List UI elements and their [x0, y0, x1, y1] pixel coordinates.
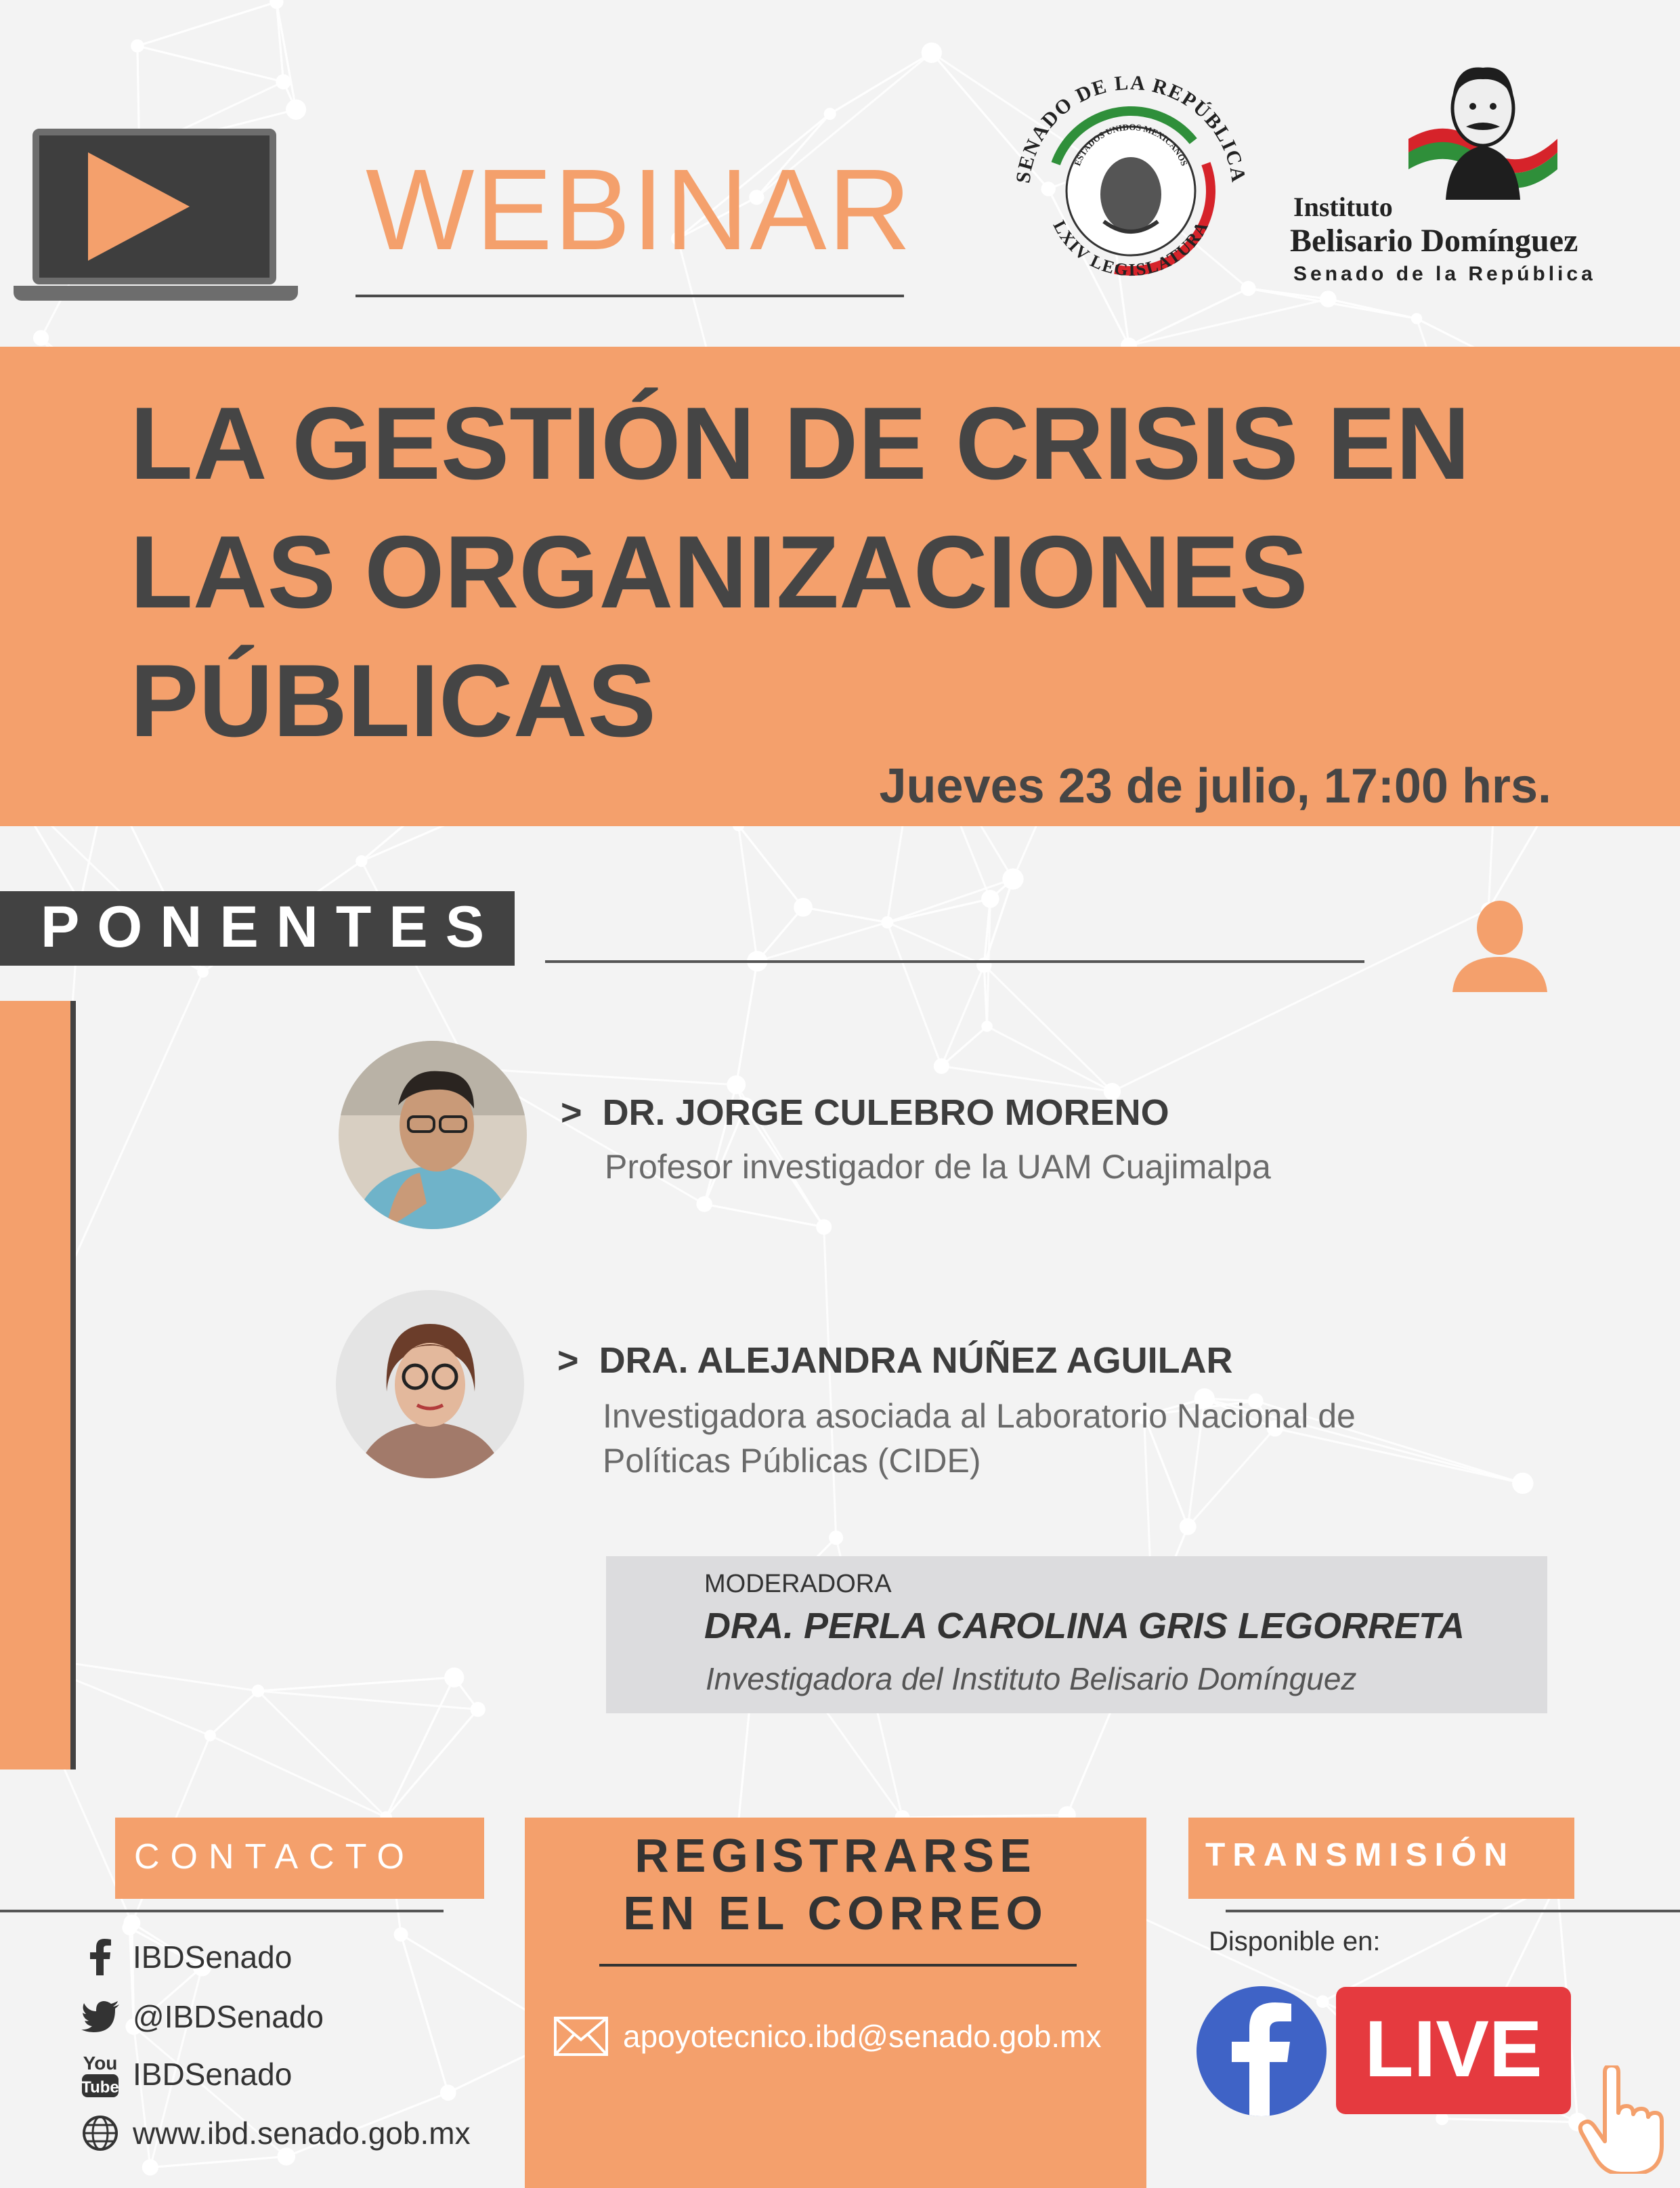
avatar — [339, 1041, 527, 1229]
svg-text:Tube: Tube — [81, 2078, 119, 2097]
institute-line2: Belisario Domínguez — [1290, 223, 1578, 259]
belisario-portrait-logo — [1408, 51, 1557, 200]
seal-top-text: SENADO DE LA REPÚBLICA — [1012, 71, 1250, 185]
event-date: Jueves 23 de julio, 17:00 hrs. — [879, 759, 1551, 813]
institute-line3: Senado de la República — [1293, 263, 1596, 285]
register-line2: EN EL CORREO — [623, 1887, 1048, 1939]
moderator-label: MODERADORA — [704, 1570, 892, 1598]
speaker-name-text: DR. JORGE CULEBRO MORENO — [602, 1092, 1169, 1133]
user-icon — [1449, 897, 1551, 992]
laptop-base — [14, 286, 298, 301]
speaker-desc-line2: Políticas Públicas (CIDE) — [603, 1442, 981, 1480]
speaker-description — [605, 1144, 1271, 1189]
title-line3: PÚBLICAS — [130, 643, 656, 758]
avatar — [336, 1290, 524, 1478]
play-icon — [88, 152, 190, 261]
register-email: apoyotecnico.ibd@senado.gob.mx — [623, 2019, 1102, 2054]
title-line1: LA GESTIÓN DE CRISIS EN — [130, 386, 1471, 501]
speaker-name — [561, 1092, 1169, 1134]
social-youtube[interactable] — [80, 2053, 293, 2097]
webinar-heading: WEBINAR — [366, 146, 913, 274]
social-twitter-text: @IBDSenado — [133, 1999, 324, 2034]
svg-text:You: You — [83, 2053, 118, 2074]
pointer-hand-icon — [1578, 2065, 1666, 2174]
register-line1: REGISTRARSE — [634, 1829, 1037, 1882]
page-title — [130, 379, 1470, 765]
social-facebook[interactable] — [80, 1938, 292, 1976]
title-line2: LAS ORGANIZACIONES — [130, 515, 1308, 630]
moderator-description: Investigadora del Instituto Belisario Domínguez — [706, 1661, 1357, 1696]
speaker-name — [557, 1339, 1233, 1381]
facebook-icon — [80, 1938, 121, 1976]
live-badge-text: LIVE — [1364, 2004, 1543, 2094]
facebook-live-icon[interactable] — [1197, 1986, 1327, 2116]
senate-seal-logo — [1002, 56, 1259, 313]
moderator-name: DRA. PERLA CAROLINA GRIS LEGORRETA — [704, 1606, 1465, 1646]
globe-icon — [80, 2114, 121, 2152]
seal-inner-text: ESTADOS UNIDOS MEXICANOS — [1072, 121, 1190, 167]
contact-divider — [0, 1910, 444, 1912]
register-email-link[interactable] — [554, 2017, 1102, 2056]
transmission-divider — [1226, 1910, 1680, 1912]
envelope-icon — [554, 2017, 608, 2056]
register-divider — [599, 1964, 1077, 1967]
side-accent-bar — [0, 1001, 76, 1769]
speaker-desc-line1: Investigadora asociada al Laboratorio Nacional de — [603, 1397, 1356, 1435]
speaker-desc-line1: Profesor investigador de la UAM Cuajimalpa — [605, 1148, 1271, 1186]
youtube-icon — [80, 2053, 121, 2097]
social-twitter[interactable] — [80, 1998, 324, 2036]
available-label: Disponible en: — [1209, 1927, 1381, 1956]
social-facebook-text: IBDSenado — [133, 1939, 293, 1975]
social-website[interactable] — [80, 2114, 471, 2152]
speakers-heading: PONENTES — [41, 895, 502, 960]
speakers-divider — [545, 960, 1364, 963]
seal-bottom-text: LXIV LEGISLATURA — [1049, 217, 1213, 280]
social-youtube-text: IBDSenado — [133, 2057, 293, 2092]
speaker-description — [603, 1394, 1356, 1483]
twitter-icon — [80, 1998, 121, 2036]
speaker-marker: > — [557, 1340, 579, 1381]
contact-heading: CONTACTO — [134, 1837, 415, 1876]
speaker-marker: > — [561, 1092, 582, 1133]
speaker-name-text: DRA. ALEJANDRA NÚÑEZ AGUILAR — [599, 1340, 1233, 1381]
transmission-heading: TRANSMISIÓN — [1205, 1837, 1515, 1873]
institute-line1: Instituto — [1293, 192, 1393, 222]
social-website-text: www.ibd.senado.gob.mx — [133, 2116, 471, 2151]
webinar-underline — [356, 295, 904, 297]
